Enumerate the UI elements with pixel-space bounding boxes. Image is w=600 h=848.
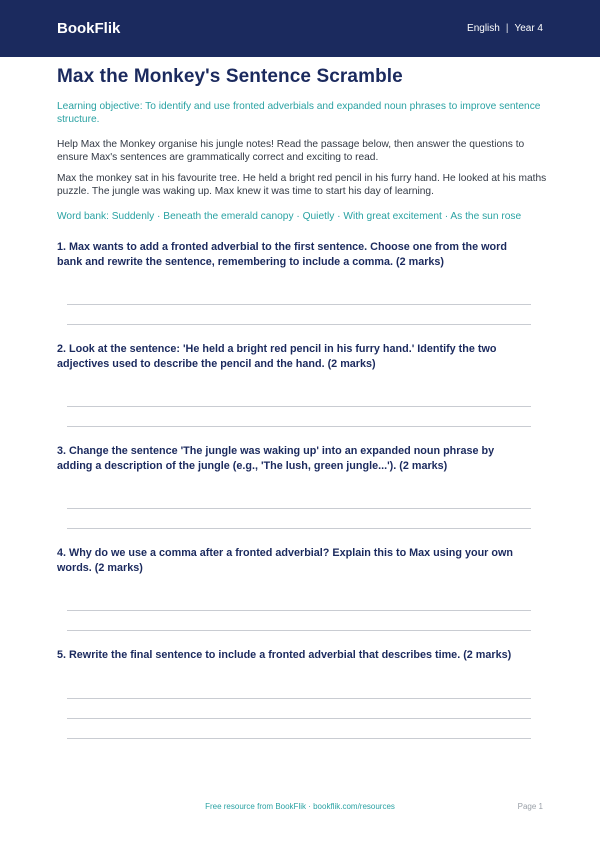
answer-line[interactable] (67, 406, 531, 407)
question-text: 5. Rewrite the final sentence to include a fronted adverbial that describes time. (2 marks) (57, 649, 512, 661)
year-label: Year 4 (514, 23, 543, 34)
subject-label: English (467, 23, 500, 34)
answer-line[interactable] (67, 610, 531, 611)
header-bar (0, 0, 600, 57)
answer-line[interactable] (67, 698, 531, 699)
answer-line[interactable] (67, 630, 531, 631)
question-text: 1. Max wants to add a fronted adverbial to the first sentence. Choose one from the word bank and rewrite the sentence, remembering to include a comma. (2 marks) (57, 241, 507, 268)
answer-line[interactable] (67, 324, 531, 325)
question-1 (57, 240, 531, 270)
footer-credit[interactable]: Free resource from BookFlik · bookflik.com/resources (205, 802, 395, 811)
answer-line[interactable] (67, 718, 531, 719)
answer-line[interactable] (67, 426, 531, 427)
passage-text: Max the monkey sat in his favourite tree. He held a bright red pencil in his furry hand. He looked at his maths puzzle. The jungle was waking up. Max knew it was time to start his day of learning. (57, 173, 547, 197)
question-4 (57, 546, 531, 576)
worksheet-title: Max the Monkey's Sentence Scramble (57, 66, 403, 87)
meta-separator: | (505, 23, 509, 34)
question-text: 2. Look at the sentence: 'He held a bright red pencil in his furry hand.' Identify the two adjectives used to describe the pencil and the hand. (2 marks) (57, 343, 497, 370)
answer-line[interactable] (67, 528, 531, 529)
question-text: 4. Why do we use a comma after a fronted adverbial? Explain this to Max using your own words. (2 marks) (57, 547, 513, 574)
answer-line[interactable] (67, 304, 531, 305)
word-bank: Word bank: Suddenly · Beneath the emerald canopy · Quietly · With great excitement · As the sun rose (57, 211, 522, 222)
answer-line[interactable] (67, 508, 531, 509)
question-text: 3. Change the sentence 'The jungle was waking up' into an expanded noun phrase by adding a description of the jungle (e.g., 'The lush, green jungle...'). (2 marks) (57, 445, 495, 472)
question-5 (57, 648, 531, 663)
learning-objective: Learning objective: To identify and use fronted adverbials and expanded noun phrases to improve sentence structure. (57, 101, 541, 125)
question-3 (57, 444, 531, 474)
intro-text: Help Max the Monkey organise his jungle notes! Read the passage below, then answer the questions to ensure Max's sentences are grammatically correct and exciting to read. (57, 139, 525, 163)
question-2 (57, 342, 531, 372)
page-number: Page 1 (517, 802, 543, 811)
answer-line[interactable] (67, 738, 531, 739)
subject-year-label (467, 23, 543, 34)
brand-logo[interactable]: BookFlik (57, 20, 121, 37)
